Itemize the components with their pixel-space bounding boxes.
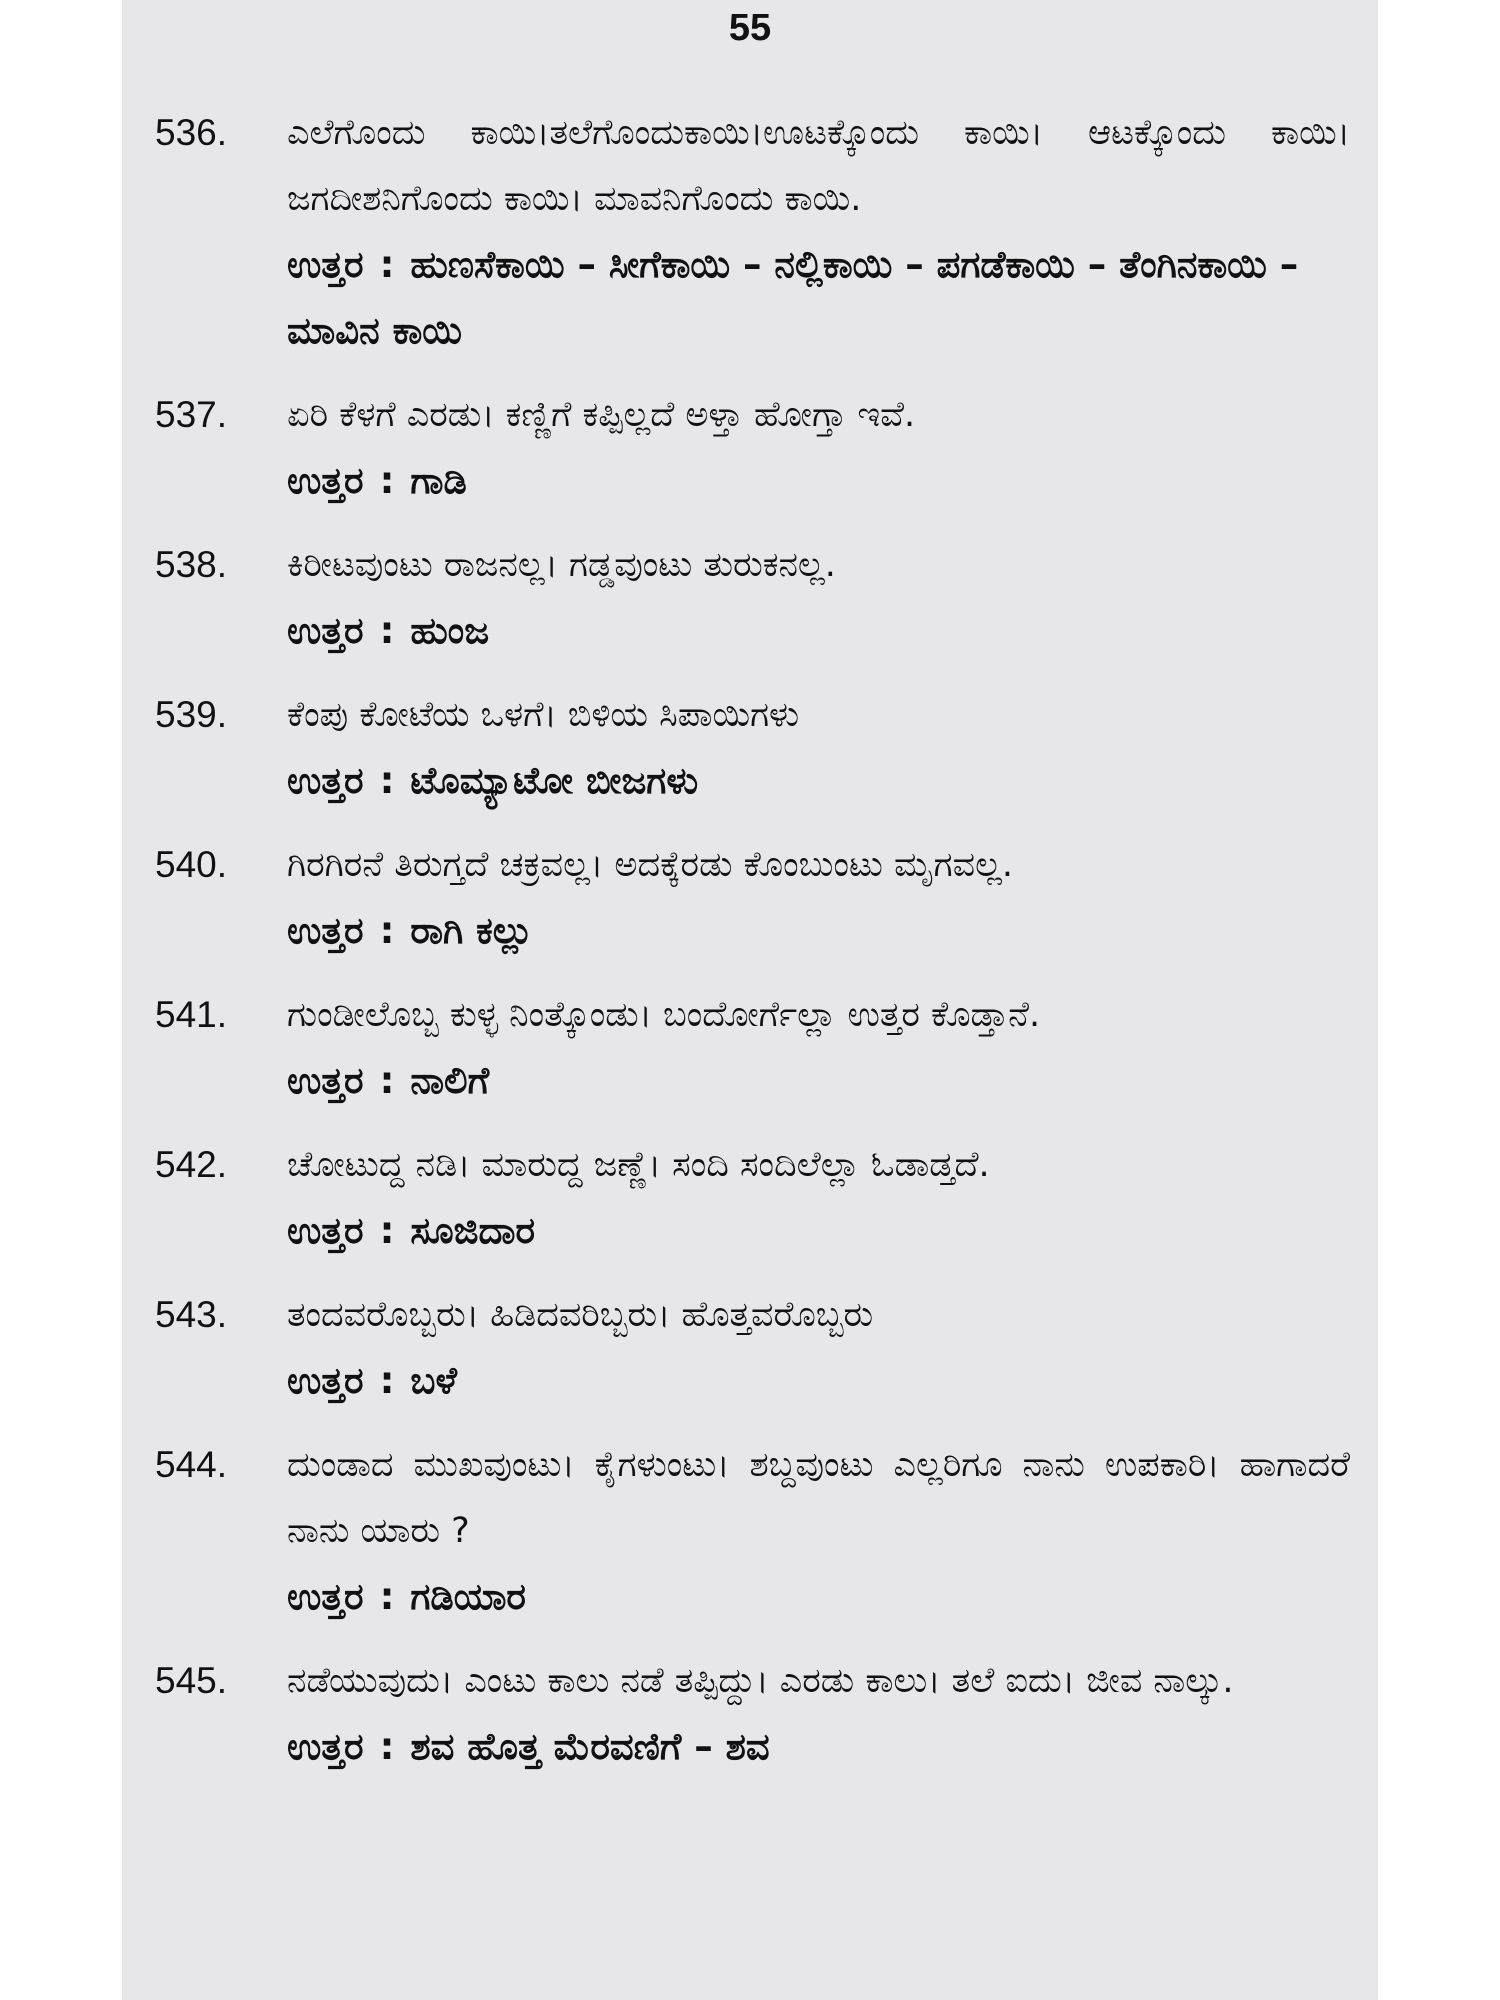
answer-text: ನಾಲಿಗೆ <box>410 1059 490 1102</box>
riddle-question: ಏರಿ ಕೆಳಗೆ ಎರಡು। ಕಣ್ಣಿಗೆ ಕಪ್ಪಿಲ್ಲದೆ ಅಳ್ತಾ ಹೋಗ್ತಾ ಇವೆ. <box>287 395 916 435</box>
answer-text: ಶವ ಹೊತ್ತ ಮೆರವಣಿಗೆ – ಶವ <box>410 1725 770 1768</box>
answer-separator: : <box>379 1359 395 1402</box>
riddle-answer <box>287 1714 1350 1780</box>
riddle-question: ಗುಂಡೀಲೊಬ್ಬ ಕುಳ್ಳ ನಿಂತ್ಕೊಂಡು। ಬಂದೋರ್ಗೆಲ್ಲಾ ಉತ್ತರ ಕೊಡ್ತಾನೆ. <box>287 995 1041 1035</box>
riddle-answer <box>287 1048 1350 1114</box>
answer-text: ಗಾಡಿ <box>410 459 467 502</box>
riddle-number: 544. <box>155 1444 228 1485</box>
riddle-number: 537. <box>155 394 228 435</box>
riddle-question: ಕಿರೀಟವುಂಟು ರಾಜನಲ್ಲ। ಗಡ್ಡವುಂಟು ತುರುಕನಲ್ಲ. <box>287 545 836 585</box>
riddle-question: ಕೆಂಪು ಕೋಟೆಯ ಒಳಗೆ। ಬಿಳಿಯ ಸಿಪಾಯಿಗಳು <box>287 695 800 735</box>
riddle-number: 541. <box>155 994 228 1035</box>
answer-label: ಉತ್ತರ <box>287 759 364 802</box>
riddle-question: ದುಂಡಾದ ಮುಖವುಂಟು। ಕೈಗಳುಂಟು। ಶಬ್ದವುಂಟು ಎಲ್ಲರಿಗೂ ನಾನು ಉಪಕಾರಿ। ಹಾಗಾದರೆ ನಾನು ಯಾರು ? <box>287 1445 1350 1551</box>
book-page <box>122 0 1378 2000</box>
answer-separator: : <box>379 459 395 502</box>
answer-text: ಹುಂಜ <box>410 609 490 652</box>
riddle-entry <box>122 832 1378 964</box>
answer-separator: : <box>379 909 395 952</box>
riddle-number: 538. <box>155 544 228 585</box>
answer-text: ಸೂಜಿದಾರ <box>410 1209 536 1252</box>
riddle-entry <box>122 382 1378 514</box>
answer-label: ಉತ್ತರ <box>287 1575 364 1618</box>
riddle-entry <box>122 982 1378 1114</box>
answer-label: ಉತ್ತರ <box>287 1209 364 1252</box>
answer-text: ಗಡಿಯಾರ <box>410 1575 526 1618</box>
answer-text: ರಾಗಿ ಕಲ್ಲು <box>410 909 533 952</box>
answer-label: ಉತ್ತರ <box>287 1725 364 1768</box>
answer-label: ಉತ್ತರ <box>287 459 364 502</box>
riddle-number: 540. <box>155 844 228 885</box>
riddle-answer <box>287 598 1350 664</box>
answer-label: ಉತ್ತರ <box>287 1359 364 1402</box>
riddle-question: ಚೋಟುದ್ದ ನಡಿ। ಮಾರುದ್ದ ಜಣ್ಣೆ। ಸಂದಿ ಸಂದಿಲೆಲ್ಲಾ ಓಡಾಡ್ತದೆ. <box>287 1145 990 1185</box>
riddle-answer <box>287 448 1350 514</box>
riddle-question: ಗಿರಗಿರನೆ ತಿರುಗ್ತದೆ ಚಕ್ರವಲ್ಲ। ಅದಕ್ಕೆರಡು ಕೊಂಬುಂಟು ಮೃಗವಲ್ಲ. <box>287 845 1014 885</box>
answer-label: ಉತ್ತರ <box>287 909 364 952</box>
answer-separator: : <box>379 1209 395 1252</box>
riddle-answer <box>287 1198 1350 1264</box>
answer-label: ಉತ್ತರ <box>287 243 364 286</box>
riddle-number: 542. <box>155 1144 228 1185</box>
riddle-entry <box>122 1432 1378 1630</box>
riddle-list <box>122 100 1378 1798</box>
riddle-answer <box>287 1348 1350 1414</box>
riddle-answer <box>287 748 1350 814</box>
answer-separator: : <box>379 1725 395 1768</box>
riddle-number: 545. <box>155 1660 228 1701</box>
riddle-number: 539. <box>155 694 228 735</box>
answer-text: ಬಳೆ <box>410 1359 458 1402</box>
riddle-question: ನಡೆಯುವುದು। ಎಂಟು ಕಾಲು ನಡೆ ತಪ್ಪಿದ್ದು। ಎರಡು ಕಾಲು। ತಲೆ ಐದು। ಜೀವ ನಾಲ್ಕು. <box>287 1661 1234 1701</box>
answer-label: ಉತ್ತರ <box>287 609 364 652</box>
page-number: 55 <box>728 7 772 49</box>
riddle-question: ಎಲೆಗೊಂದು ಕಾಯಿ।ತಲೆಗೊಂದುಕಾಯಿ।ಊಟಕ್ಕೊಂದು ಕಾಯಿ। ಆಟಕ್ಕೊಂದು ಕಾಯಿ। ಜಗದೀಶನಿಗೊಂದು ಕಾಯಿ। ಮಾವನಿಗೊಂದು ಕಾಯಿ. <box>287 113 1350 219</box>
answer-separator: : <box>379 1575 395 1618</box>
riddle-number: 543. <box>155 1294 228 1335</box>
riddle-entry <box>122 532 1378 664</box>
answer-text: ಟೊಮ್ಯಾಟೋ ಬೀಜಗಳು <box>410 759 699 802</box>
riddle-entry <box>122 100 1378 364</box>
answer-separator: : <box>379 1059 395 1102</box>
riddle-entry <box>122 1282 1378 1414</box>
riddle-answer <box>287 232 1350 364</box>
answer-separator: : <box>379 609 395 652</box>
answer-separator: : <box>379 243 395 286</box>
riddle-answer <box>287 898 1350 964</box>
answer-separator: : <box>379 759 395 802</box>
riddle-question: ತಂದವರೊಬ್ಬರು। ಹಿಡಿದವರಿಬ್ಬರು। ಹೊತ್ತವರೊಬ್ಬರು <box>287 1295 874 1335</box>
riddle-entry <box>122 1132 1378 1264</box>
riddle-entry <box>122 682 1378 814</box>
answer-text: ಹುಣಸೆಕಾಯಿ – ಸೀಗೆಕಾಯಿ – ನಲ್ಲಿಕಾಯಿ – ಪಗಡೆಕಾಯಿ – ತೆಂಗಿನಕಾಯಿ – ಮಾವಿನ ಕಾಯಿ <box>287 243 1299 352</box>
riddle-number: 536. <box>155 112 228 153</box>
answer-label: ಉತ್ತರ <box>287 1059 364 1102</box>
riddle-entry <box>122 1648 1378 1780</box>
riddle-answer <box>287 1564 1350 1630</box>
